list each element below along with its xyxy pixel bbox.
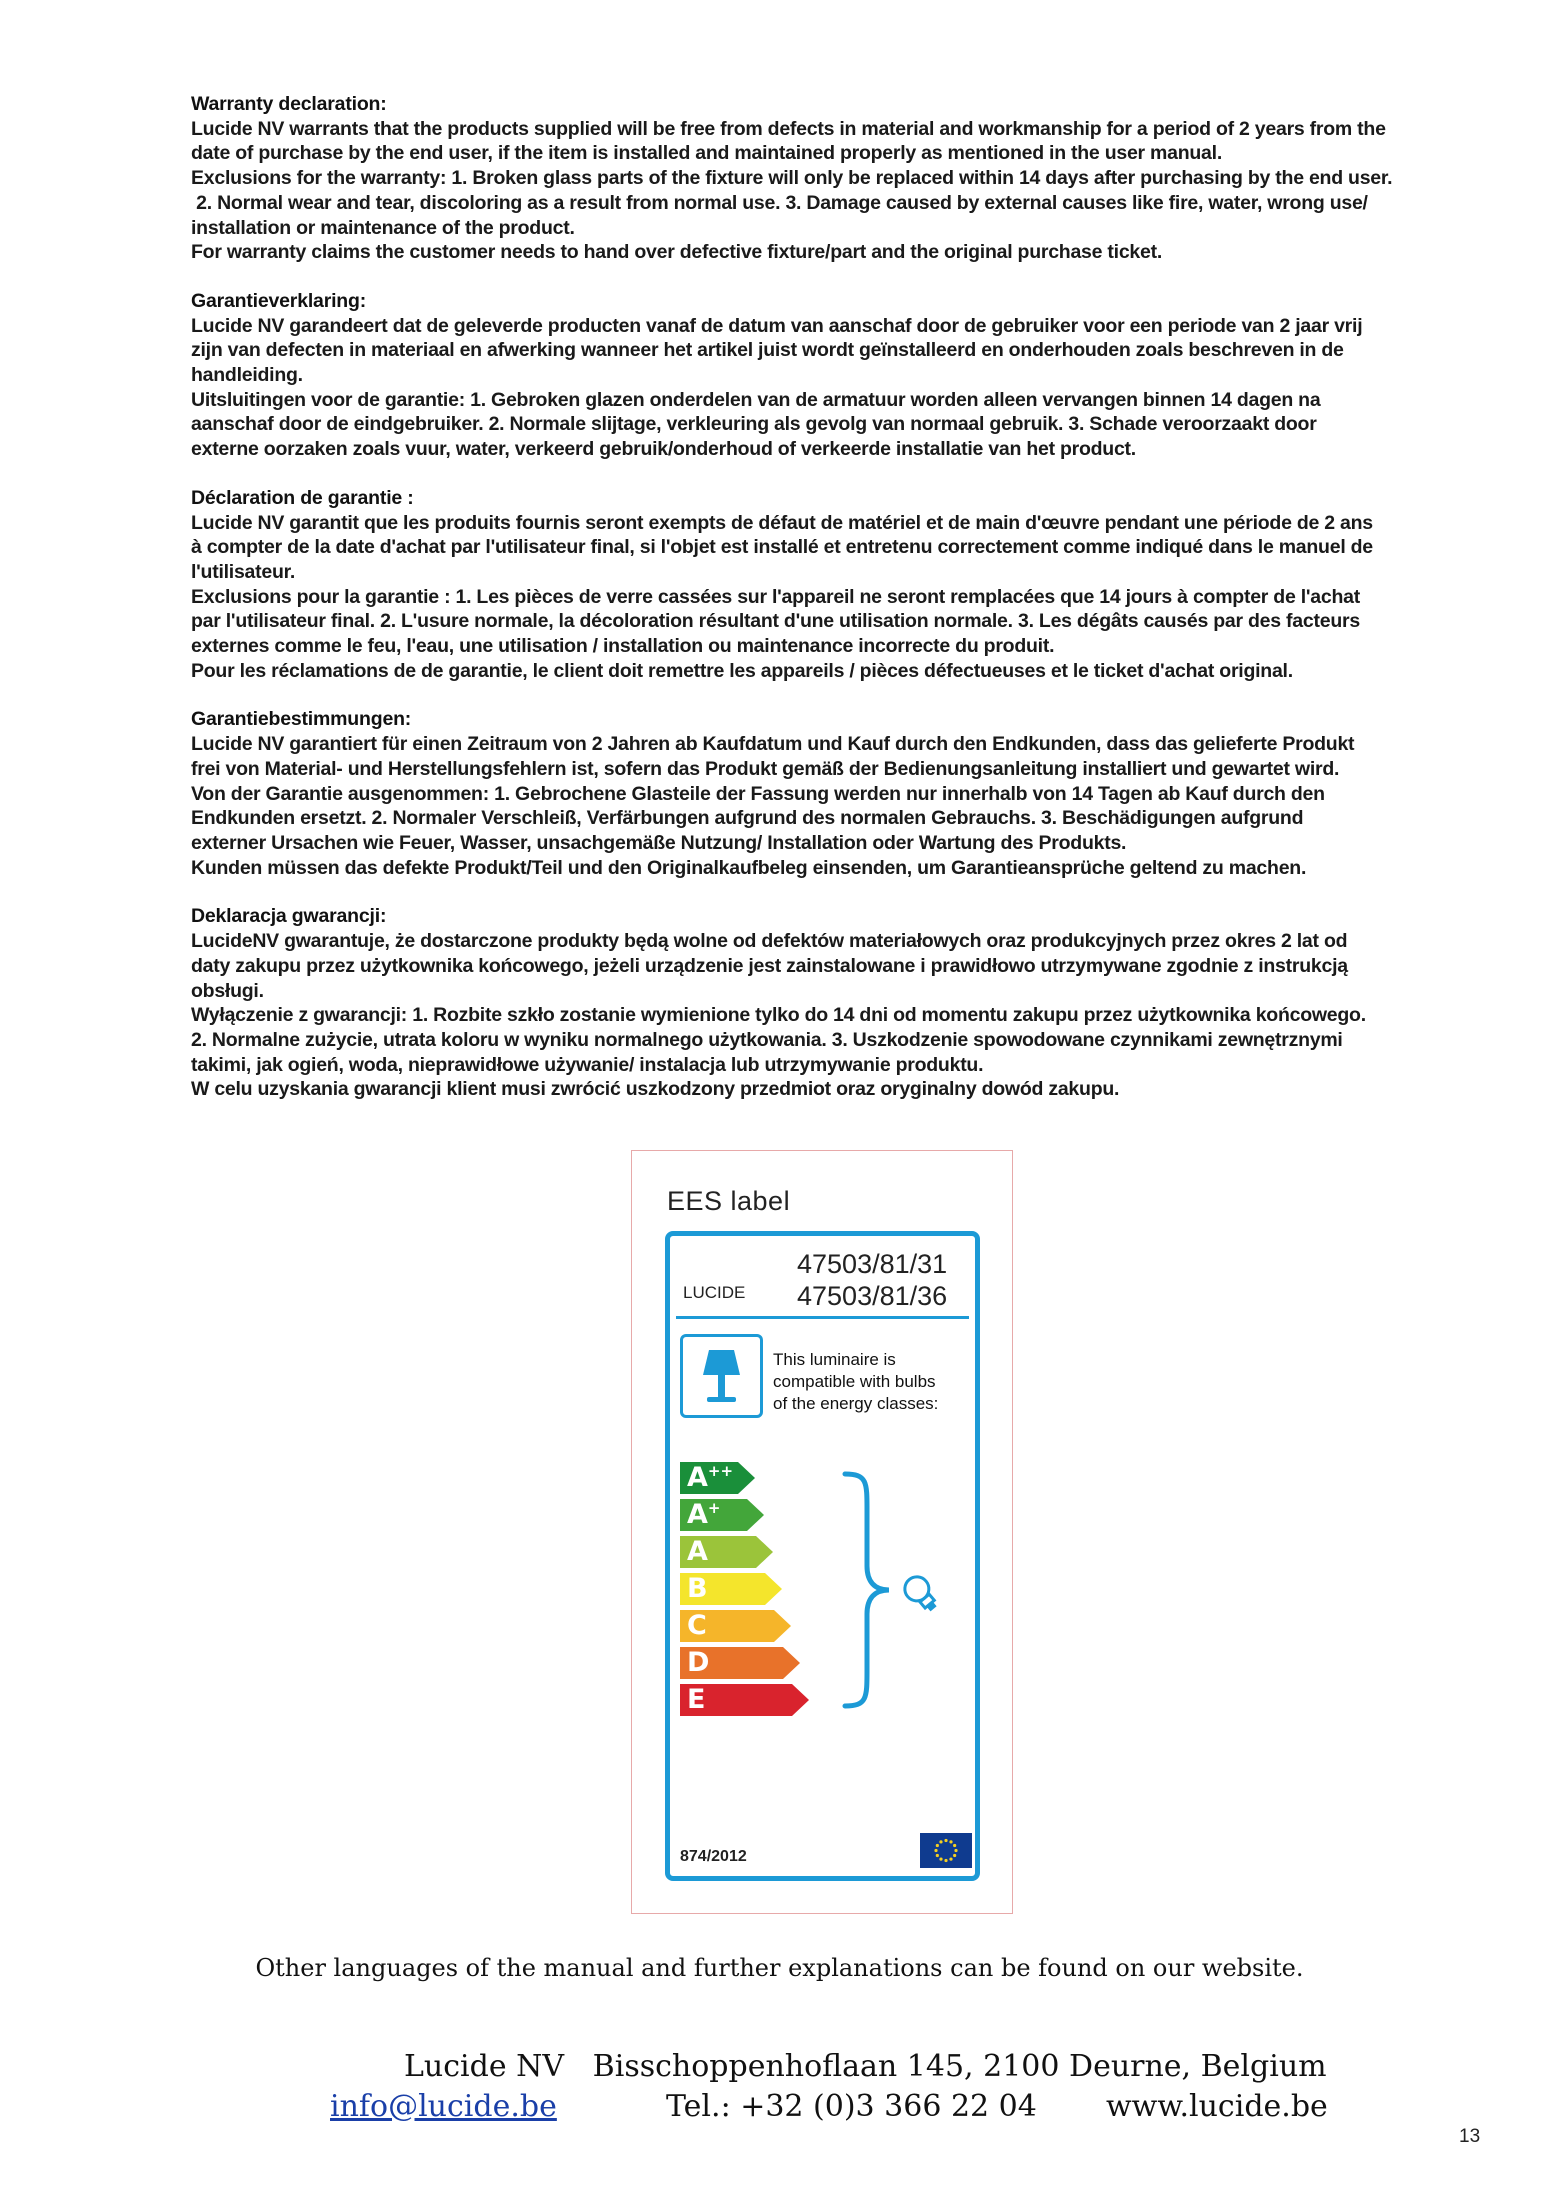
- warranty-section: [191, 904, 1461, 1102]
- table-lamp-icon: [680, 1334, 763, 1418]
- eu-flag-icon: [920, 1833, 972, 1868]
- section-line: Uitsluitingen voor de garantie: 1. Gebroken glazen onderdelen van de armatuur worden alleen vervangen binnen 14 dagen na: [191, 388, 1321, 411]
- section-line: For warranty claims the customer needs to hand over defective fixture/part and the original purchase ticket.: [191, 241, 1163, 264]
- regulation-number: 874/2012: [680, 1848, 747, 1865]
- company-name: Lucide NV: [404, 2049, 565, 2084]
- ees-title: EES label: [667, 1186, 791, 1216]
- section-line: Wyłączenie z gwarancji: 1. Rozbite szkło zostanie wymienione tylko do 14 dni od momentu zakupu przez użytkownika końcowego.: [191, 1004, 1366, 1027]
- warranty-text: [191, 92, 1461, 1126]
- warranty-section: [191, 486, 1461, 684]
- email-link[interactable]: info@lucide.be: [330, 2089, 557, 2124]
- telephone: Tel.: +32 (0)3 366 22 04: [666, 2089, 1037, 2124]
- section-line: obsługi.: [191, 979, 264, 1002]
- section-heading: Garantiebestimmungen:: [191, 708, 412, 731]
- section-line: 2. Normalne zużycie, utrata koloru w wyniku normalnego użytkowania. 3. Uszkodzenie spowodowane czynnikami zewnętrznymi: [191, 1028, 1343, 1051]
- section-line: externes comme le feu, l'eau, une utilisation / installation ou maintenance incorrecte du produit.: [191, 635, 1055, 658]
- warranty-section: [191, 92, 1461, 265]
- section-line: Lucide NV garandeert dat de geleverde producten vanaf de datum van aanschaf door de gebruiker voor een periode van 2 jaar vrij: [191, 314, 1363, 337]
- section-line: LucideNV gwarantuje, że dostarczone produkty będą wolne od defektów materiałowych oraz produkcyjnych przez okres 2 lat od: [191, 930, 1348, 953]
- section-line: Pour les réclamations de de garantie, le client doit remettre les appareils / pièces défectueuses et le ticket d'achat original.: [191, 659, 1293, 682]
- section-line: Endkunden ersetzt. 2. Normaler Verschleiß, Verfärbungen aufgrund des normalen Gebrauchs. 3. Beschädigungen aufgrund: [191, 807, 1304, 830]
- energy-class-letter: A: [687, 1536, 708, 1567]
- warranty-section: [191, 289, 1461, 462]
- compatibility-text: [773, 1349, 973, 1415]
- section-heading: Déclaration de garantie :: [191, 486, 414, 509]
- section-line: frei von Material- und Herstellungsfehlern ist, sofern das Produkt gemäß der Bedienungsanleitung installiert und gewartet wird.: [191, 757, 1340, 780]
- section-heading: Garantieverklaring:: [191, 289, 367, 312]
- compat-line: of the energy classes:: [773, 1394, 939, 1413]
- section-line: Exclusions for the warranty: 1. Broken glass parts of the fixture will only be replaced within 14 days after purchasing by the end user.: [191, 167, 1393, 190]
- section-line: Kunden müssen das defekte Produkt/Teil und den Originalkaufbeleg einsenden, um Garantieansprüche geltend zu machen.: [191, 856, 1307, 879]
- label-divider: [676, 1316, 969, 1319]
- section-line: externer Ursachen wie Feuer, Wasser, unsachgemäße Nutzung/ Installation oder Wartung des Produkts.: [191, 831, 1127, 854]
- website-link[interactable]: www.lucide.be: [1106, 2089, 1328, 2124]
- compat-line: compatible with bulbs: [773, 1372, 936, 1391]
- energy-class-letter: A++: [687, 1462, 734, 1493]
- energy-class-letter: D: [687, 1647, 710, 1678]
- section-line: 2. Normal wear and tear, discoloring as a result from normal use. 3. Damage caused by external causes like fire, water, wrong use/: [191, 191, 1368, 214]
- website-note: Other languages of the manual and further explanations can be found on our website.: [255, 1954, 1304, 1982]
- company-address: [404, 2049, 1327, 2084]
- section-heading: Deklaracja gwarancji:: [191, 905, 387, 928]
- energy-class-letter: B: [687, 1573, 708, 1604]
- section-line: Lucide NV garantit que les produits fournis seront exempts de défaut de matériel et de main d'œuvre pendant une période de 2 ans: [191, 511, 1373, 534]
- page-number: 13: [1459, 2126, 1481, 2147]
- brand-name: LUCIDE: [683, 1283, 746, 1302]
- model-numbers: [797, 1248, 947, 1312]
- energy-class-letter: C: [687, 1610, 707, 1641]
- energy-label: [665, 1231, 980, 1881]
- compat-line: This luminaire is: [773, 1350, 896, 1369]
- section-line: aanschaf door de eindgebruiker. 2. Normale slijtage, verkleuring als gevolg van normaal gebruik. 3. Schade veroorzaakt door: [191, 413, 1317, 436]
- section-line: Von der Garantie ausgenommen: 1. Gebrochene Glasteile der Fassung werden nur innerhalb von 14 Tagen ab Kauf durch den: [191, 782, 1325, 805]
- section-line: zijn van defecten in materiaal en afwerking wanneer het artikel juist wordt geïnstalleerd en onderhouden zoals beschreven in de: [191, 339, 1344, 362]
- energy-class-letter: A+: [687, 1499, 721, 1530]
- section-line: daty zakupu przez użytkownika końcowego, jeżeli urządzenie jest zainstalowane i prawidłowo utrzymywane zgodnie z instrukcją: [191, 954, 1348, 977]
- energy-class-letter: E: [687, 1684, 706, 1715]
- section-line: Exclusions pour la garantie : 1. Les pièces de verre cassées sur l'appareil ne seront remplacées que 14 jours à compter de l'achat: [191, 585, 1360, 608]
- section-line: installation or maintenance of the product.: [191, 216, 575, 239]
- model-number: 47503/81/31: [797, 1249, 948, 1279]
- address-line: Bisschoppenhoflaan 145, 2100 Deurne, Belgium: [592, 2049, 1327, 2084]
- brace-icon: [841, 1470, 897, 1715]
- section-line: takimi, jak ogień, woda, nieprawidłowe używanie/ instalacja lub utrzymywanie produktu.: [191, 1053, 984, 1076]
- section-heading: Warranty declaration:: [191, 93, 387, 115]
- section-line: externe oorzaken zoals vuur, water, verkeerd gebruik/onderhoud of verkeerde installatie van het product.: [191, 438, 1136, 461]
- section-line: W celu uzyskania gwarancji klient musi zwrócić uszkodzony przedmiot oraz oryginalny dowód zakupu.: [191, 1078, 1120, 1101]
- bulb-icon: [896, 1569, 948, 1626]
- section-line: date of purchase by the end user, if the item is installed and maintained properly as mentioned in the user manual.: [191, 142, 1222, 165]
- section-line: à compter de la date d'achat par l'utilisateur final, si l'objet est installé et entretenu correctement comme indiqué dans le manuel de: [191, 536, 1373, 559]
- model-number: 47503/81/36: [797, 1281, 948, 1311]
- section-line: l'utilisateur.: [191, 560, 296, 583]
- section-line: Lucide NV warrants that the products supplied will be free from defects in material and workmanship for a period of 2 years from the: [191, 117, 1386, 140]
- section-line: par l'utilisateur final. 2. L'usure normale, la décoloration résultant d'une utilisation normale. 3. Les dégâts causés par des facteurs: [191, 610, 1360, 633]
- warranty-section: [191, 707, 1461, 880]
- section-line: handleiding.: [191, 364, 303, 387]
- section-line: Lucide NV garantiert für einen Zeitraum von 2 Jahren ab Kaufdatum und Kauf durch den Endkunden, dass das gelieferte Produkt: [191, 733, 1355, 756]
